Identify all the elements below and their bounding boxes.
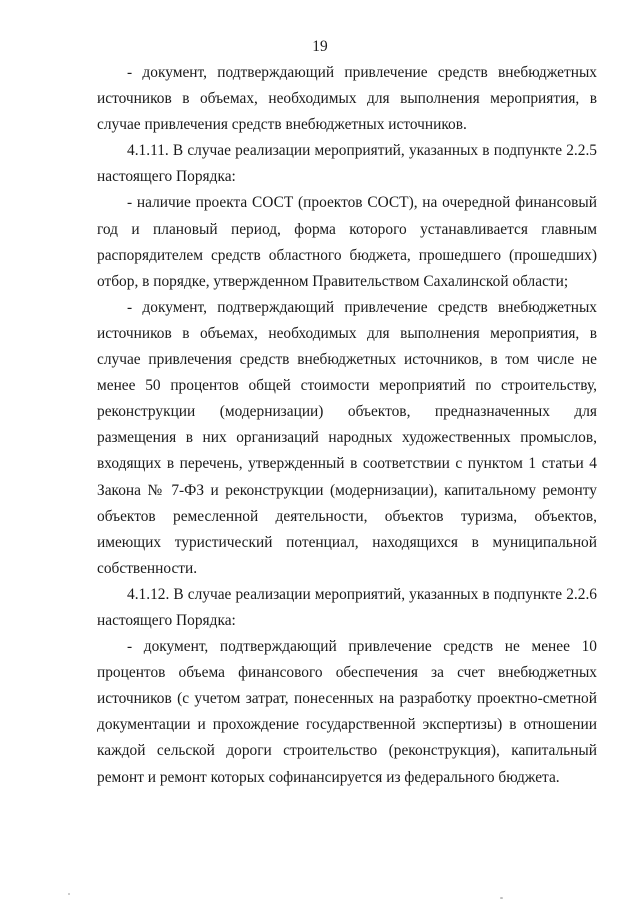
paragraph-sost-project: - наличие проекта СОСТ (проектов СОСТ), на очередной финансовый год и плановый период, форма которого устанавливается главным распорядителем средств областного бюджета, прошедшего (прошедших) отбор, в порядке, утвержденном Правительством Сахалинской области; xyxy=(97,194,597,290)
paragraph-extrabudget-document: - документ, подтверждающий привлечение средств внебюджетных источников в объемах, необходимых для выполнения мероприятия, в случае привлечения средств внебюджетных источников. xyxy=(97,64,597,134)
paragraph-clause-4-1-11: 4.1.11. В случае реализации мероприятий, указанных в подпункте 2.2.5 настоящего Порядка: xyxy=(97,142,597,186)
paragraph-rural-roads: - документ, подтверждающий привлечение средств не менее 10 процентов объема финансового обеспечения за счет внебюджетных источников (с учетом затрат, понесенных на разработку проектно-сметной документации и прохождение государственной экспертизы) в отношении каждой сельской дороги строительство (реконструкция), капитальный ремонт и ремонт которых софинансируется из федерального бюджета. xyxy=(97,638,597,786)
document-body xyxy=(97,60,597,791)
paragraph-extrabudget-crafts: - документ, подтверждающий привлечение средств внебюджетных источников в объемах, необходимых для выполнения мероприятия, в случае привлечения средств внебюджетных источников, в том числе не менее 50 процентов общей стоимости мероприятий по строительству, реконструкции (модернизации) объектов, предназначенных для размещения в них организаций народных художественных промыслов, входящих в перечень, утвержденный в соответствии с пунктом 1 статьи 4 Закона № 7-ФЗ и реконструкции (модернизации), капитальному ремонту объектов ремесленной деятельности, объектов туризма, объектов, имеющих туристический потенциал, находящихся в муниципальной собственности. xyxy=(97,298,597,577)
scan-speck xyxy=(500,897,503,899)
paragraph-clause-4-1-12: 4.1.12. В случае реализации мероприятий, указанных в подпункте 2.2.6 настоящего Порядка: xyxy=(97,585,597,629)
page-number: 19 xyxy=(312,38,328,55)
scan-speck xyxy=(68,893,70,895)
